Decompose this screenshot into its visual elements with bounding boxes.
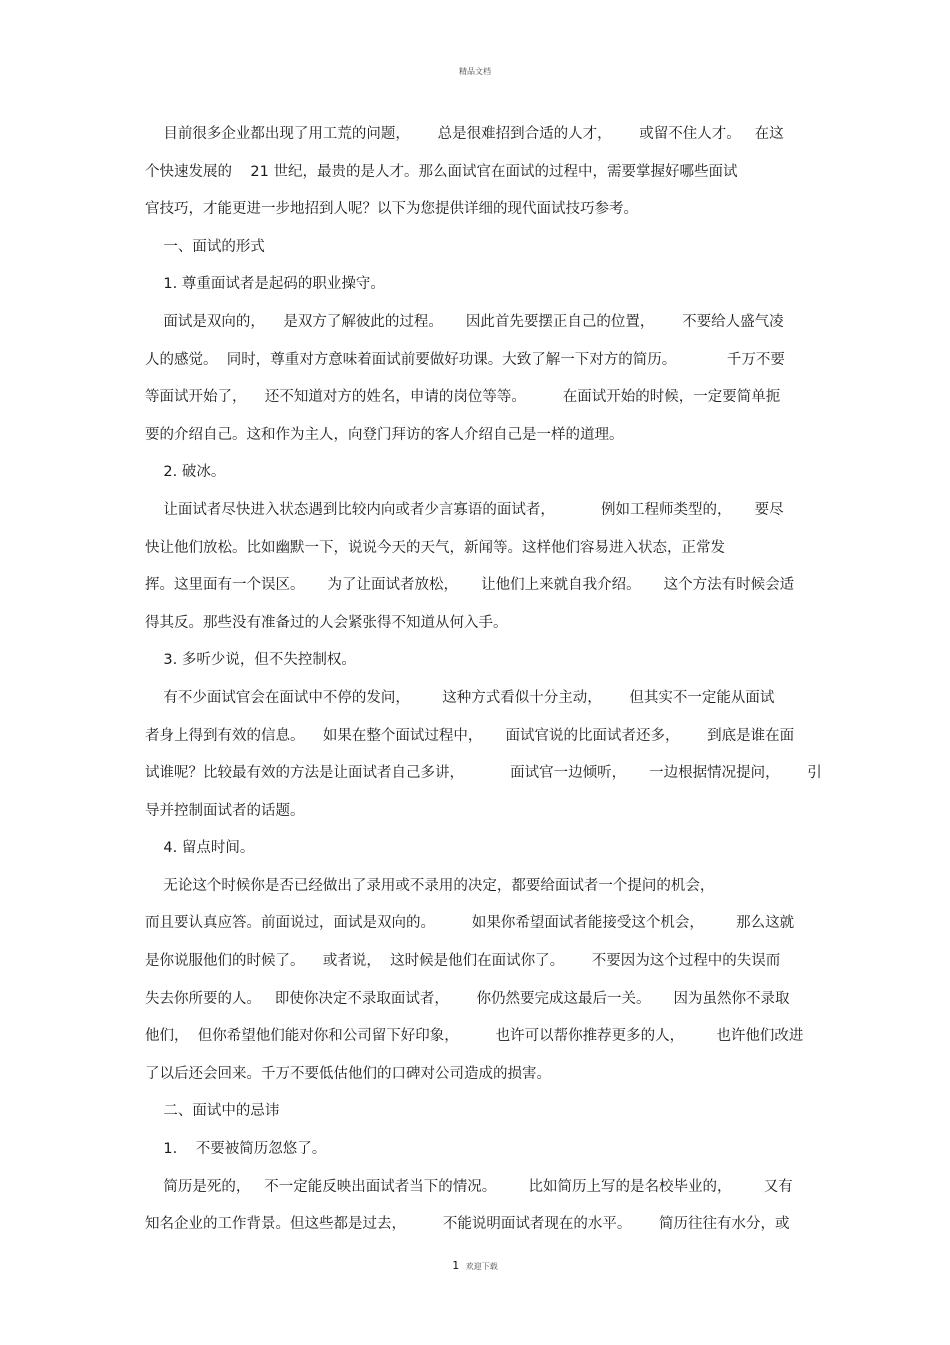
text-line: 得其反。那些没有准备过的人会紧张得不知道从何入手。 <box>145 614 508 631</box>
text-line: 官技巧，才能更进一步地招到人呢？以下为您提供详细的现代面试技巧参考。 <box>145 201 638 218</box>
document-body <box>145 116 822 1244</box>
text-line: 无论这个时候你是否已经做出了录用或不录用的决定，都要给面试者一个提问的机会， <box>145 877 715 894</box>
text-line: 人的感觉。 同时，尊重对方意味着面试前要做好功课。大致了解一下对方的简历。 千万不要 <box>145 351 785 368</box>
text-line: 等面试开始了， 还不知道对方的姓名，申请的岗位等等。 在面试开始的时候，一定要简单扼 <box>145 389 781 406</box>
text-line: 目前很多企业都出现了用工荒的问题， 总是很难招到合适的人才， 或留不住人才。 在这 <box>145 126 784 142</box>
text-line: 而且要认真应答。前面说过，面试是双向的。 如果你希望面试者能接受这个机会， 那么这就 <box>145 915 795 932</box>
text-line: 让面试者尽快进入状态遇到比较内向或者少言寡语的面试者， 例如工程师类型的， 要尽 <box>145 501 784 518</box>
text-line: 他们， 但你希望他们能对你和公司留下好印象， 也许可以帮你推荐更多的人， 也许他们改进 <box>145 1028 804 1045</box>
text-line: 者身上得到有效的信息。 如果在整个面试过程中， 面试官说的比面试者还多， 到底是谁在面 <box>145 727 795 744</box>
subsection-heading: 4. 留点时间。 <box>145 840 255 857</box>
section-heading: 一、面试的形式 <box>145 238 265 255</box>
text-line: 知名企业的工作背景。但这些都是过去， 不能说明面试者现在的水平。 简历往往有水分，或 <box>145 1216 790 1233</box>
subsection-heading: 3. 多听少说，但不失控制权。 <box>145 652 356 669</box>
text-line: 快让他们放松。比如幽默一下，说说今天的天气，新闻等。这样他们容易进入状态，正常发 <box>145 539 725 556</box>
text-line: 面试是双向的， 是双方了解彼此的过程。 因此首先要摆正自己的位置， 不要给人盛气凌 <box>145 313 784 330</box>
subsection-heading: 2. 破冰。 <box>145 464 226 481</box>
text-line: 要的介绍自己。这和作为主人，向登门拜访的客人介绍自己是一样的道理。 <box>145 426 624 443</box>
footer-label: 欢迎下载 <box>465 1262 498 1271</box>
text-line: 简历是死的， 不一定能反映出面试者当下的情况。 比如简历上写的是名校毕业的， 又有 <box>145 1178 793 1195</box>
subsection-heading: 1. 尊重面试者是起码的职业操守。 <box>145 276 385 293</box>
text-line: 是你说服他们的时候了。 或者说， 这时候是他们在面试你了。 不要因为这个过程中的失误而 <box>145 953 781 970</box>
text-line: 个快速发展的 21 世纪，最贵的是人才。那么面试官在面试的过程中，需要掌握好哪些面试 <box>145 163 738 180</box>
subsection-heading: 1. 不要被简历忽悠了。 <box>145 1141 327 1158</box>
page-number: 1 <box>452 1259 460 1272</box>
section-heading: 二、面试中的忌讳 <box>145 1103 280 1120</box>
page-footer <box>0 1259 950 1272</box>
text-line: 挥。这里面有一个误区。 为了让面试者放松， 让他们上来就自我介绍。 这个方法有时候会适 <box>145 577 795 594</box>
text-line: 了以后还会回来。千万不要低估他们的口碑对公司造成的损害。 <box>145 1065 551 1082</box>
text-line: 失去你所要的人。 即使你决定不录取面试者， 你仍然要完成这最后一关。 因为虽然你不录取 <box>145 990 790 1007</box>
text-line: 试谁呢？比较最有效的方法是让面试者自己多讲， 面试官一边倾听， 一边根据情况提问， 引 <box>145 765 822 782</box>
page-header: 精品文档 <box>459 67 491 76</box>
text-line: 有不少面试官会在面试中不停的发问， 这种方式看似十分主动， 但其实不一定能从面试 <box>145 689 775 706</box>
text-line: 导并控制面试者的话题。 <box>145 802 305 819</box>
